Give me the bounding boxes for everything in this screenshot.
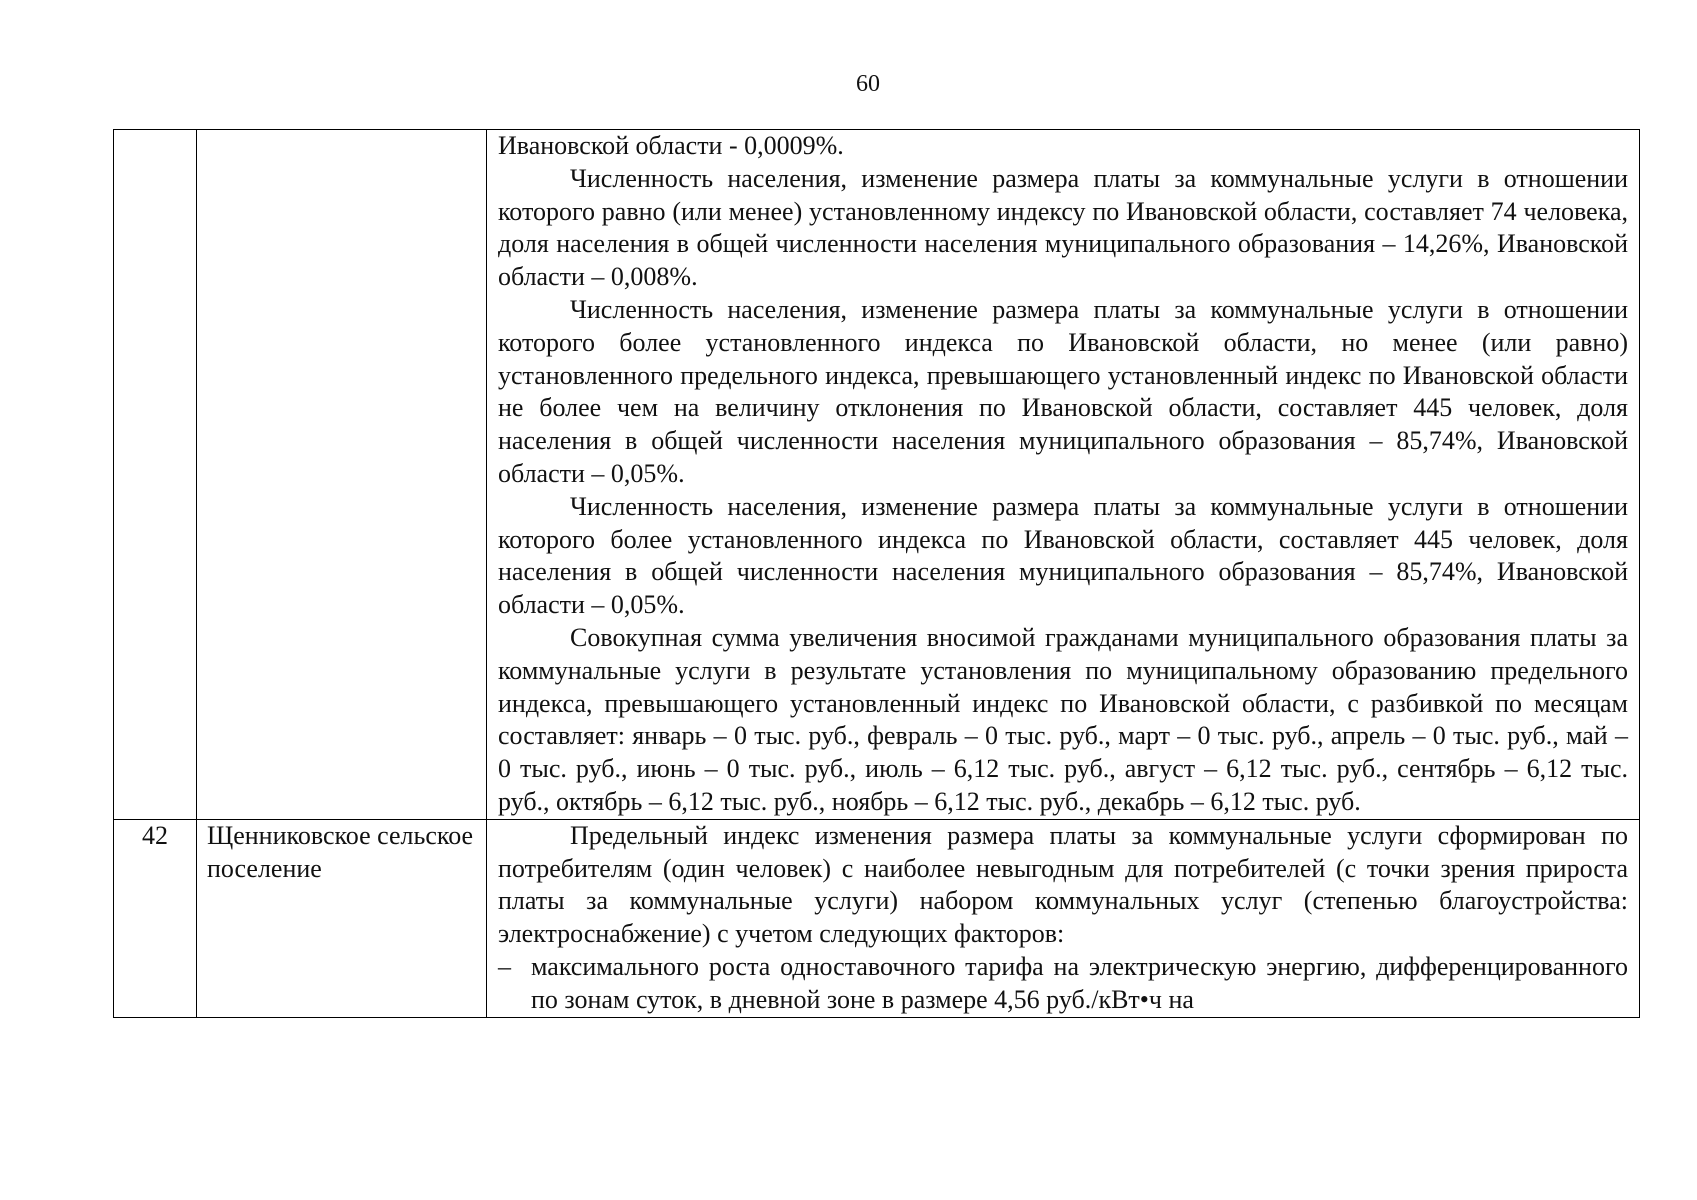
paragraph-population-equal: Численность населения, изменение размера платы за коммунальные услуги в отношении которого равно (или менее) установленному индексу по Ивановской области, составляет 74 человека, доля населения в общей численности населения муниципального образования – 14,26%, Ивановской области – 0,008%. [498, 163, 1628, 292]
list-item [498, 951, 1628, 1017]
table-row [114, 130, 1640, 820]
municipality-name-cell: Щенниковское сельское поселение [197, 819, 487, 1017]
municipality-name-cell [197, 130, 487, 820]
list-dash: – [498, 951, 511, 981]
row-number-cell [114, 130, 197, 820]
description-cell [487, 819, 1640, 1017]
municipal-index-table [113, 129, 1640, 1018]
paragraph-population-above: Численность населения, изменение размера платы за коммунальные услуги в отношении которого более установленного индекса по Ивановской области, составляет 445 человек, доля населения в общей численности населения муниципального образования – 85,74%, Ивановской области – 0,05%. [498, 491, 1628, 620]
paragraph-population-between: Численность населения, изменение размера платы за коммунальные услуги в отношении которого более установленного индекса по Ивановской области, но менее (или равно) установленного предельного индекса, превышающего установленный индекс по Ивановской области не более чем на величину отклонения по Ивановской области, составляет 445 человек, доля населения в общей численности населения муниципального образования – 85,74%, Ивановской области – 0,05%. [498, 294, 1628, 488]
row-number-cell: 42 [114, 819, 197, 1017]
list-item-text: максимального роста одноставочного тарифа на электрическую энергию, дифференцированного по зонам суток, в дневной зоне в размере 4,56 руб./кВт•ч на [531, 951, 1628, 1014]
table-row [114, 819, 1640, 1017]
page-number: 60 [856, 71, 880, 97]
paragraph-monthly-total: Совокупная сумма увеличения вносимой гражданами муниципального образования платы за коммунальные услуги в результате установления по муниципальному образованию предельного индекса, превышающего установленный индекс по Ивановской области, с разбивкой по месяцам составляет: январь – 0 тыс. руб., февраль – 0 тыс. руб., март – 0 тыс. руб., апрель – 0 тыс. руб., май – 0 тыс. руб., июнь – 0 тыс. руб., июль – 6,12 тыс. руб., август – 6,12 тыс. руб., сентябрь – 6,12 тыс. руб., октябрь – 6,12 тыс. руб., ноябрь – 6,12 тыс. руб., декабрь – 6,12 тыс. руб. [498, 622, 1628, 816]
paragraph-index-formation: Предельный индекс изменения размера платы за коммунальные услуги сформирован по потребителям (один человек) с наиболее невыгодным для потребителей (с точки зрения прироста платы за коммунальные услуги) набором коммунальных услуг (степенью благоустройства: электроснабжение) с учетом следующих факторов: [498, 820, 1628, 949]
continuation-line: Ивановской области - 0,0009%. [498, 131, 844, 160]
description-cell [487, 130, 1640, 820]
